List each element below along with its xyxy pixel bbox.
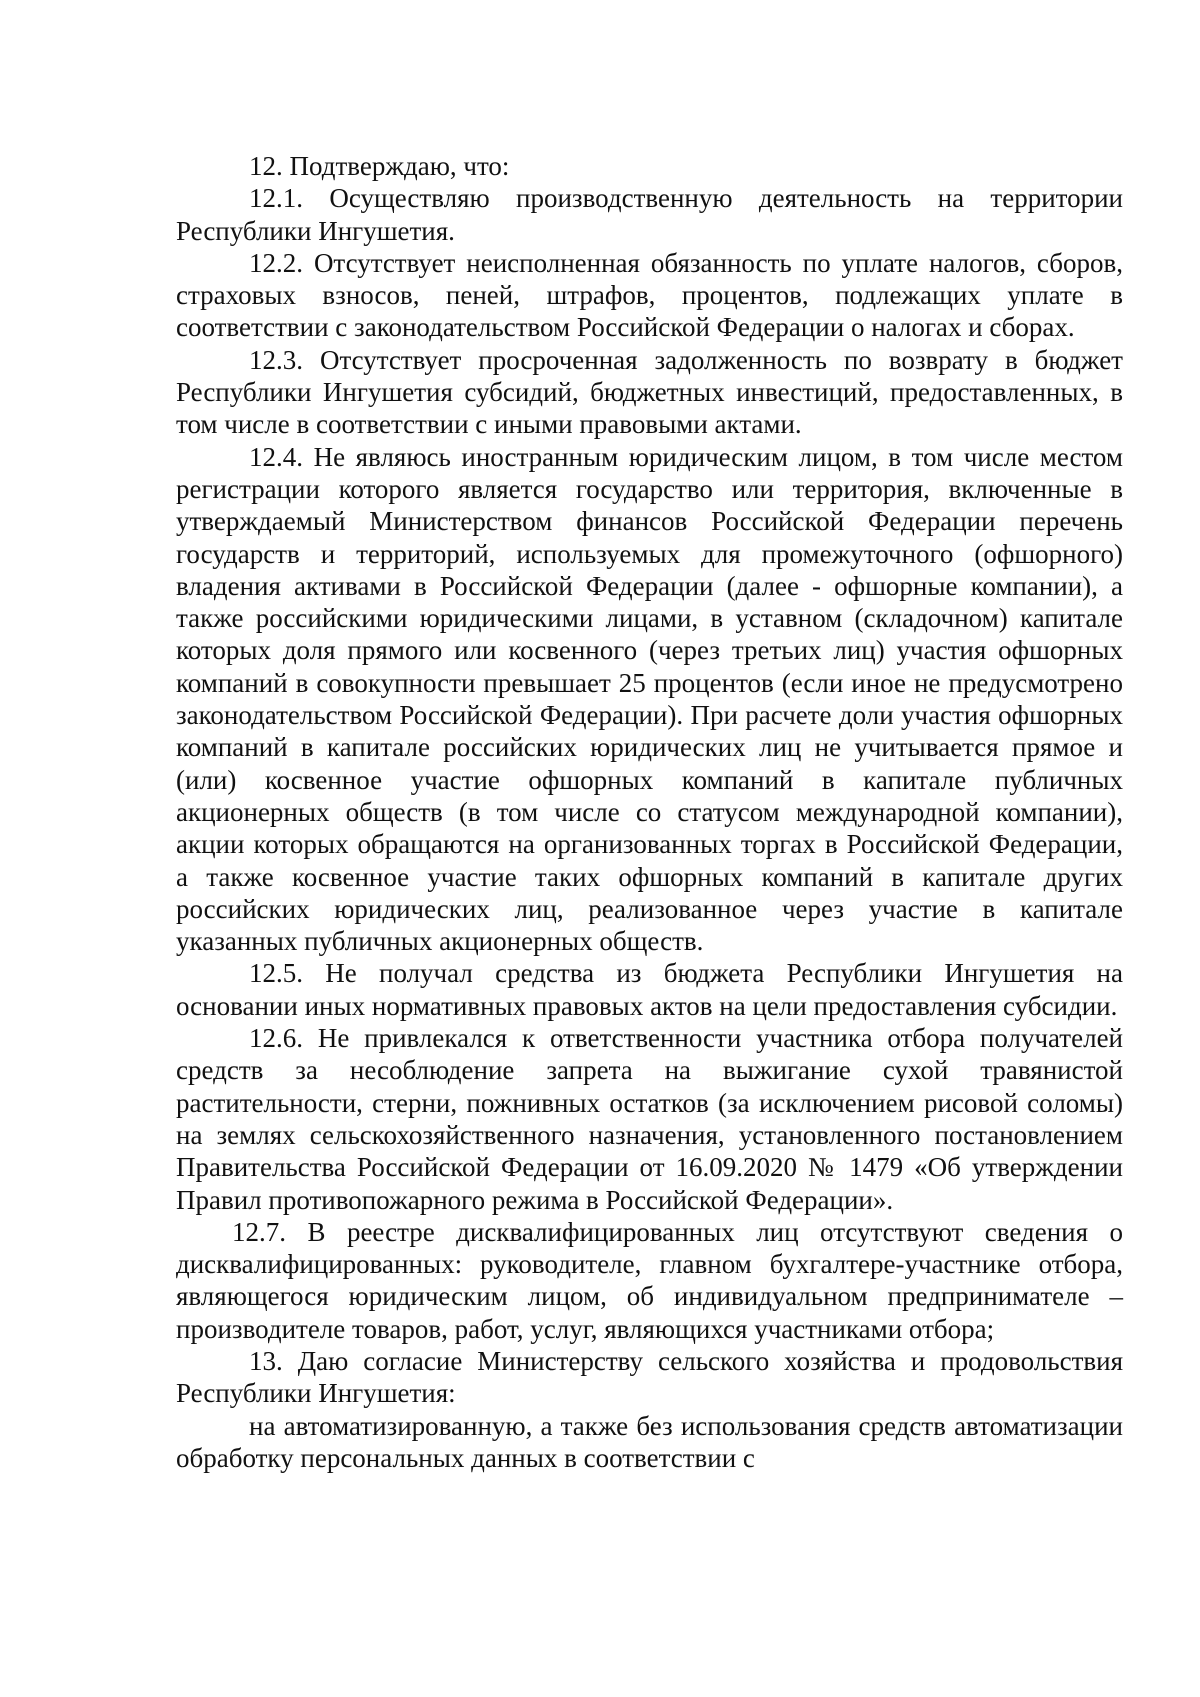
paragraph-12-2: 12.2. Отсутствует неисполненная обязанность по уплате налогов, сборов, страховых взносов, пеней, штрафов, процентов, подлежащих уплате в соответствии с законодательством Российской Федерации о налогах и сборах. xyxy=(176,247,1123,343)
paragraph-12-5: 12.5. Не получал средства из бюджета Республики Ингушетия на основании иных нормативных правовых актов на цели предоставления субсидии. xyxy=(176,958,1123,1021)
paragraph-12: 12. Подтверждаю, что: xyxy=(249,151,510,181)
paragraph-12-7: 12.7. В реестре дисквалифицированных лиц отсутствуют сведения о дисквалифицированных: руководителе, главном бухгалтере-участнике отбора, являющегося юридическим лицом, об индивидуальном предпринимателе – производителе товаров, работ, услуг, являющихся участниками отбора; xyxy=(176,1216,1123,1344)
paragraph-12-1: 12.1. Осуществляю производственную деятельность на территории Республики Ингушетия. xyxy=(176,183,1123,246)
paragraph-12-6: 12.6. Не привлекался к ответственности участника отбора получателей средств за несоблюдение запрета на выжигание сухой травянистой растительности, стерни, пожнивных остатков (за исключением рисовой соломы) на землях сельскохозяйственного назначения, установленного постановлением Правительства Российской Федерации от 16.09.2020 № 1479 «Об утверждении Правил противопожарного режима в Российской Федерации». xyxy=(176,1023,1123,1215)
paragraph-13: 13. Даю согласие Министерству сельского хозяйства и продовольствия Республики Ингушетия: xyxy=(176,1345,1123,1409)
document-page xyxy=(176,150,1123,1474)
paragraph-13-consent: на автоматизированную, а также без использования средств автоматизации обработку персональных данных в соответствии с xyxy=(176,1410,1123,1473)
paragraph-12-4: 12.4. Не являюсь иностранным юридическим лицом, в том числе местом регистрации которого является государство или территория, включенные в утверждаемый Министерством финансов Российской Федерации перечень государств и территорий, используемых для промежуточного (офшорного) владения активами в Российской Федерации (далее - офшорные компании), а также российскими юридическими лицами, в уставном (складочном) капитале которых доля прямого или косвенного (через третьих лиц) участия офшорных компаний в совокупности превышает 25 процентов (если иное не предусмотрено законодательством Российской Федерации). При расчете доли участия офшорных компаний в капитале российских юридических лиц не учитывается прямое и (или) косвенное участие офшорных компаний в капитале публичных акционерных обществ (в том числе со статусом международной компании), акции которых обращаются на организованных торгах в Российской Федерации, а также косвенное участие таких офшорных компаний в капитале других российских юридических лиц, реализованное через участие в капитале указанных публичных акционерных обществ. xyxy=(176,441,1123,957)
paragraph-12-3: 12.3. Отсутствует просроченная задолженность по возврату в бюджет Республики Ингушетия субсидий, бюджетных инвестиций, предоставленных, в том числе в соответствии с иными правовыми актами. xyxy=(176,344,1123,440)
